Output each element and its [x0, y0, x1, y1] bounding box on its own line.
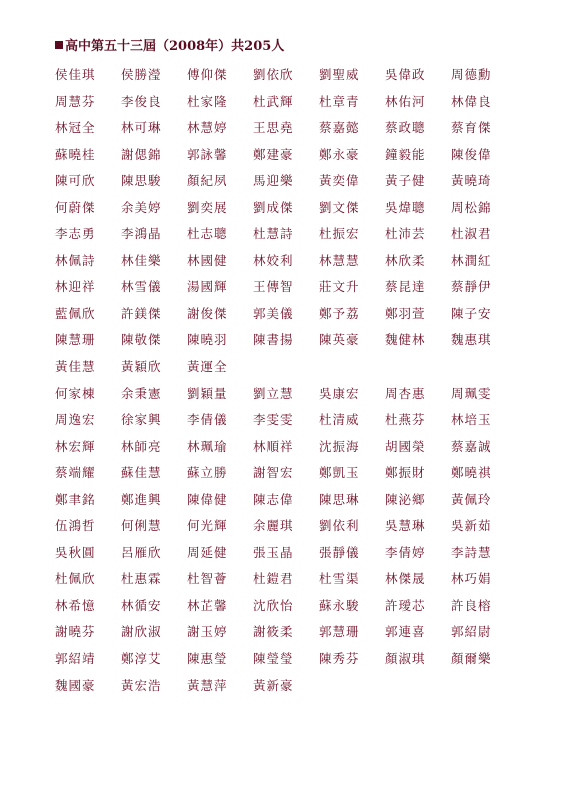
- student-name: 杜智薈: [187, 571, 228, 587]
- student-name: 黃穎欣: [121, 359, 162, 375]
- student-name: 劉依利: [319, 518, 360, 534]
- square-bullet-icon: [55, 41, 63, 49]
- student-name: 蔡嘉誠: [451, 438, 492, 454]
- name-row: [55, 648, 525, 675]
- student-name: 林雪儀: [121, 279, 162, 295]
- student-name: 謝智宏: [253, 465, 294, 481]
- student-name: 杜佩欣: [55, 571, 96, 587]
- student-name: 杜武輝: [253, 93, 294, 109]
- student-name: 鄭永豪: [319, 146, 360, 162]
- student-name: 陳瑩瑩: [253, 651, 294, 667]
- student-name: 余秉憲: [121, 385, 162, 401]
- student-name: 林佑河: [385, 93, 426, 109]
- student-name: 陳曉羽: [187, 332, 228, 348]
- student-name: 郭慧珊: [319, 624, 360, 640]
- student-name: 黃運全: [187, 359, 228, 375]
- student-name: 何家棟: [55, 385, 96, 401]
- student-name: 謝俊傑: [187, 305, 228, 321]
- student-name: 李詩慧: [451, 544, 492, 560]
- student-name: 謝玉婷: [187, 624, 228, 640]
- student-name: 陳可欣: [55, 173, 96, 189]
- student-name: 周松錦: [451, 199, 492, 215]
- student-name: 鄭淳艾: [121, 651, 162, 667]
- student-name: 黃慧萍: [187, 677, 228, 693]
- student-name: 傅仰傑: [187, 67, 228, 82]
- student-name: 蔡端耀: [55, 465, 96, 481]
- student-name: 杜燕芬: [385, 412, 426, 428]
- student-name: 魏惠琪: [451, 332, 492, 348]
- student-name: 陳思琳: [319, 491, 360, 507]
- student-name: 黃佳慧: [55, 359, 96, 375]
- student-name: 林潤紅: [451, 252, 492, 268]
- student-name: 陳敬傑: [121, 332, 162, 348]
- student-name: 黃奕偉: [319, 173, 360, 189]
- section-heading: [55, 38, 284, 56]
- name-row: [55, 144, 525, 171]
- student-name: 林芷馨: [187, 597, 228, 613]
- name-row: [55, 621, 525, 648]
- student-name: 林循安: [121, 597, 162, 613]
- student-name: 劉立慧: [253, 385, 294, 401]
- student-name: 林培玉: [451, 412, 492, 428]
- student-name: 謝筱柔: [253, 624, 294, 640]
- student-name: 杜章青: [319, 93, 360, 109]
- student-name: 魏國豪: [55, 677, 96, 693]
- student-name: 鄭予荔: [319, 305, 360, 321]
- student-name: 徐家興: [121, 412, 162, 428]
- student-name: 杜志聰: [187, 226, 228, 242]
- student-name: 余麗琪: [253, 518, 294, 534]
- student-name: 鄭聿銘: [55, 491, 96, 507]
- section-title: 高中第五十三屆（2008年）共205人: [65, 39, 285, 54]
- student-name: 林冠全: [55, 120, 96, 136]
- student-name: 鄭進興: [121, 491, 162, 507]
- student-name: 李倩婷: [385, 544, 426, 560]
- student-name: 劉文傑: [319, 199, 360, 215]
- student-name: 林迎祥: [55, 279, 96, 295]
- student-name: 李倩儀: [187, 412, 228, 428]
- name-row: [55, 542, 525, 569]
- student-name: 蘇佳慧: [121, 465, 162, 481]
- student-name: 杜家隆: [187, 93, 228, 109]
- student-name: 許鎂傑: [121, 305, 162, 321]
- student-name: 林可琳: [121, 120, 162, 136]
- student-name: 周杏惠: [385, 385, 426, 401]
- name-row: [55, 595, 525, 622]
- student-name: 林慧慧: [319, 252, 360, 268]
- student-name: 林師亮: [121, 438, 162, 454]
- student-name: 林姣利: [253, 252, 294, 268]
- student-name: 吳康宏: [319, 385, 360, 401]
- name-row: [55, 462, 525, 489]
- name-row: [55, 250, 525, 277]
- student-name: 陳俊偉: [451, 146, 492, 162]
- student-name: 杜惠霖: [121, 571, 162, 587]
- student-name: 蘇立勝: [187, 465, 228, 481]
- student-name: 鄭建豪: [253, 146, 294, 162]
- student-name: 林巧娟: [451, 571, 492, 587]
- student-name: 蔡昆達: [385, 279, 426, 295]
- student-name: 鄭羽萱: [385, 305, 426, 321]
- student-name: 杜振宏: [319, 226, 360, 242]
- student-name: 何蔚傑: [55, 199, 96, 215]
- student-name: 侯勝瀅: [121, 67, 162, 82]
- student-name: 吳新茹: [451, 518, 492, 534]
- student-name: 侯佳琪: [55, 67, 96, 82]
- student-name: 謝偲錦: [121, 146, 162, 162]
- student-name: 郭紹尉: [451, 624, 492, 640]
- student-name: 林慧婷: [187, 120, 228, 136]
- student-name: 林佳樂: [121, 252, 162, 268]
- student-name: 李志勇: [55, 226, 96, 242]
- student-name: 許璦芯: [385, 597, 426, 613]
- student-name: 郭美儀: [253, 305, 294, 321]
- student-name: 周珮雯: [451, 385, 492, 401]
- student-name: 鄭曉祺: [451, 465, 492, 481]
- student-name: 陳子安: [451, 305, 492, 321]
- student-name: 陳秀芬: [319, 651, 360, 667]
- student-name: 王思堯: [253, 120, 294, 136]
- student-name: 吳煒聰: [385, 199, 426, 215]
- student-name: 林珮瑜: [187, 438, 228, 454]
- student-name: 郭連喜: [385, 624, 426, 640]
- student-name: 黃佩玲: [451, 491, 492, 507]
- name-row: [55, 383, 525, 410]
- student-name: 王傳智: [253, 279, 294, 295]
- student-name: 郭詠馨: [187, 146, 228, 162]
- name-row: [55, 329, 525, 356]
- student-name: 劉聖威: [319, 67, 360, 82]
- student-name: 周逸宏: [55, 412, 96, 428]
- student-name: 許良榕: [451, 597, 492, 613]
- student-name: 杜慧詩: [253, 226, 294, 242]
- student-name: 何光輝: [187, 518, 228, 534]
- student-name: 林宏輝: [55, 438, 96, 454]
- student-name: 郭紹靖: [55, 651, 96, 667]
- student-name: 黃子健: [385, 173, 426, 189]
- student-name: 劉穎量: [187, 385, 228, 401]
- student-name: 蘇永駿: [319, 597, 360, 613]
- name-row: [55, 568, 525, 595]
- student-name: 林欣柔: [385, 252, 426, 268]
- name-list: [55, 64, 525, 701]
- student-name: 黃宏浩: [121, 677, 162, 693]
- student-name: 陳英豪: [319, 332, 360, 348]
- student-name: 蘇曉桂: [55, 146, 96, 162]
- student-name: 沈欣怡: [253, 597, 294, 613]
- student-name: 張靜儀: [319, 544, 360, 560]
- student-name: 馬迎樂: [253, 173, 294, 189]
- student-name: 林偉良: [451, 93, 492, 109]
- student-name: 伍鴻哲: [55, 518, 96, 534]
- student-name: 李俊良: [121, 93, 162, 109]
- student-name: 陳偉健: [187, 491, 228, 507]
- student-name: 沈振海: [319, 438, 360, 454]
- name-row: [55, 64, 525, 91]
- student-name: 鄭振財: [385, 465, 426, 481]
- name-row: [55, 356, 525, 383]
- student-name: 呂雁欣: [121, 544, 162, 560]
- student-name: 胡國榮: [385, 438, 426, 454]
- student-name: 林順祥: [253, 438, 294, 454]
- student-name: 蔡政聰: [385, 120, 426, 136]
- name-row: [55, 91, 525, 118]
- name-row: [55, 675, 525, 702]
- student-name: 周延健: [187, 544, 228, 560]
- student-name: 蔡育傑: [451, 120, 492, 136]
- student-name: 周德勳: [451, 67, 492, 82]
- student-name: 李雯雯: [253, 412, 294, 428]
- student-name: 陳慧珊: [55, 332, 96, 348]
- student-name: 謝曉芬: [55, 624, 96, 640]
- student-name: 余美婷: [121, 199, 162, 215]
- name-row: [55, 197, 525, 224]
- name-row: [55, 170, 525, 197]
- student-name: 湯國輝: [187, 279, 228, 295]
- student-name: 謝欣淑: [121, 624, 162, 640]
- student-name: 林佩詩: [55, 252, 96, 268]
- student-name: 李鴻晶: [121, 226, 162, 242]
- name-row: [55, 436, 525, 463]
- student-name: 杜雪渠: [319, 571, 360, 587]
- student-name: 何俐慧: [121, 518, 162, 534]
- student-name: 鄭凱玉: [319, 465, 360, 481]
- student-name: 陳思駿: [121, 173, 162, 189]
- student-name: 林希憶: [55, 597, 96, 613]
- student-name: 黃新豪: [253, 677, 294, 693]
- student-name: 杜清威: [319, 412, 360, 428]
- student-name: 莊文升: [319, 279, 360, 295]
- student-name: 陳志偉: [253, 491, 294, 507]
- student-name: 周慧芬: [55, 93, 96, 109]
- student-name: 吳偉政: [385, 67, 426, 82]
- student-name: 陳惠瑩: [187, 651, 228, 667]
- student-name: 顏淑琪: [385, 651, 426, 667]
- student-name: 劉成傑: [253, 199, 294, 215]
- student-name: 張玉晶: [253, 544, 294, 560]
- student-name: 杜沛芸: [385, 226, 426, 242]
- student-name: 吳秋圓: [55, 544, 96, 560]
- student-name: 蔡嘉懿: [319, 120, 360, 136]
- name-row: [55, 409, 525, 436]
- name-row: [55, 117, 525, 144]
- student-name: 劉依欣: [253, 67, 294, 82]
- student-name: 吳慧琳: [385, 518, 426, 534]
- student-name: 林國健: [187, 252, 228, 268]
- student-name: 陳泌鄉: [385, 491, 426, 507]
- student-name: 魏健林: [385, 332, 426, 348]
- student-name: 黃曉琦: [451, 173, 492, 189]
- student-name: 杜淑君: [451, 226, 492, 242]
- name-row: [55, 223, 525, 250]
- name-row: [55, 489, 525, 516]
- student-name: 劉奕展: [187, 199, 228, 215]
- student-name: 陳書揚: [253, 332, 294, 348]
- student-name: 蔡靜伊: [451, 279, 492, 295]
- student-name: 林傑晟: [385, 571, 426, 587]
- student-name: 杜鎧君: [253, 571, 294, 587]
- student-name: 顏紀夙: [187, 173, 228, 189]
- student-name: 顏爾樂: [451, 651, 492, 667]
- student-name: 鐘毅能: [385, 146, 426, 162]
- name-row: [55, 276, 525, 303]
- name-row: [55, 515, 525, 542]
- name-row: [55, 303, 525, 330]
- student-name: 藍佩欣: [55, 305, 96, 321]
